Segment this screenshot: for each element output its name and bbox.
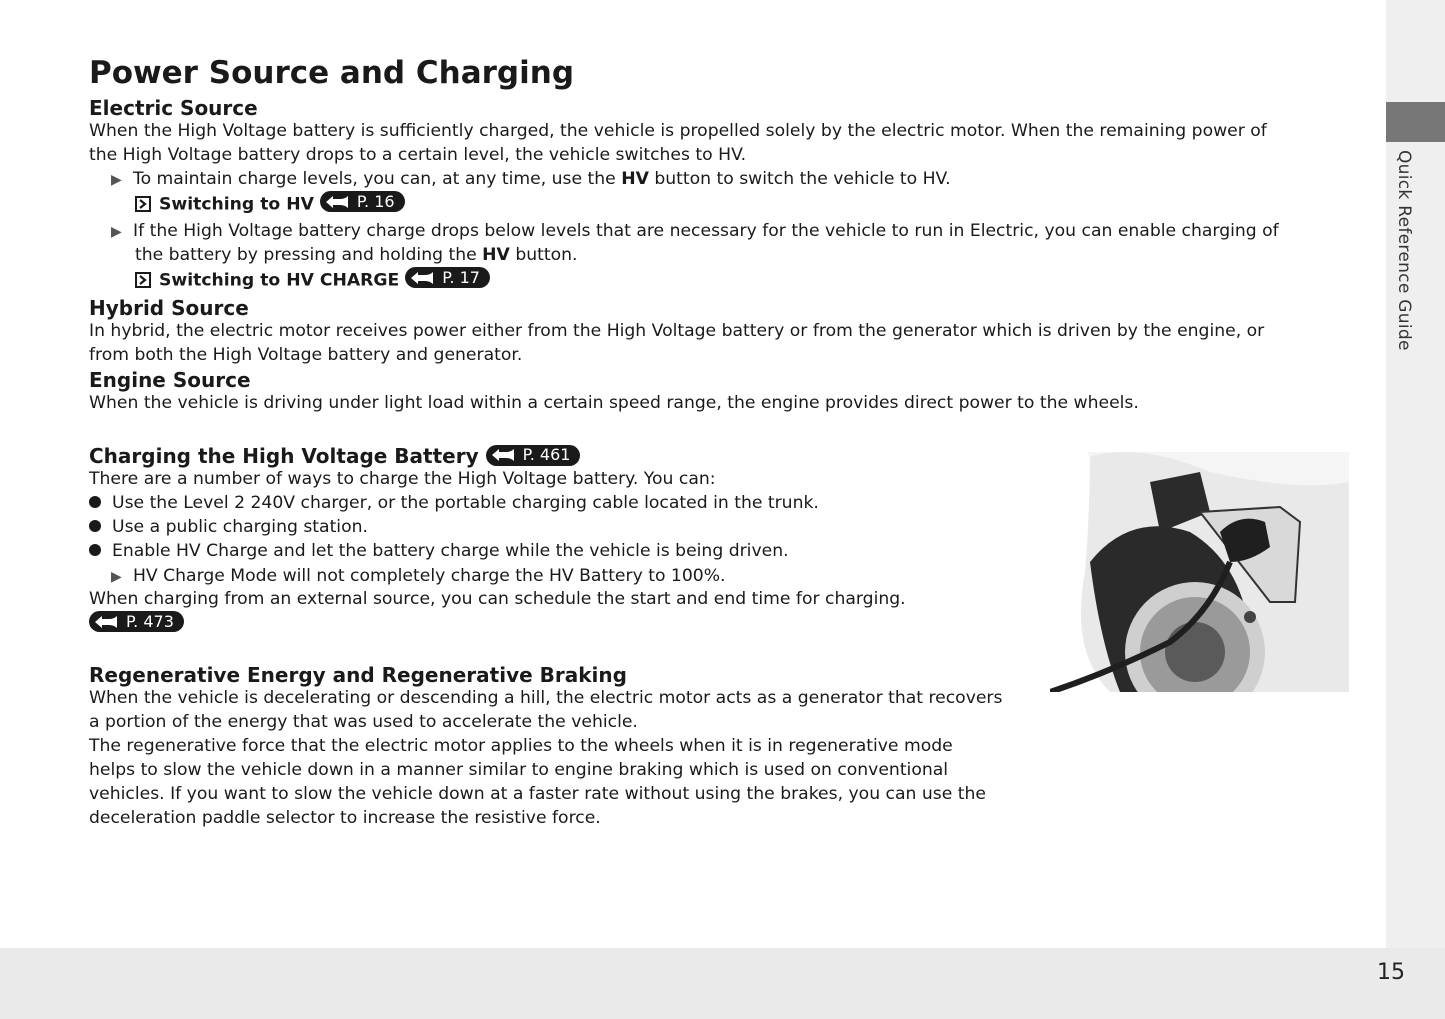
electric-source-heading: Electric Source [89,96,258,120]
page-ref-pill[interactable]: P. 473 [89,611,184,632]
page-pointer-icon [411,271,441,285]
charging-port-photo [1050,452,1349,692]
bullet-dot-icon [89,520,101,532]
hybrid-source-text-1: In hybrid, the electric motor receives power either from the High Voltage battery or from the generator which is driven by the engine, or [89,321,1265,341]
regen-text-5: vehicles. If you want to slow the vehicle down at a faster rate without using the brakes, you can use the [89,784,986,804]
regen-text-3: The regenerative force that the electric motor applies to the wheels when it is in regenerative mode [89,736,953,756]
page-ref-pill[interactable]: P. 16 [320,191,405,212]
side-index-tab[interactable] [1386,102,1445,142]
reference-arrow-icon [135,196,151,212]
engine-source-heading: Engine Source [89,368,251,392]
electric-note-2-cont: the battery by pressing and holding the HV button. [135,245,578,265]
page-ref-pill[interactable]: P. 461 [486,445,581,466]
regen-heading: Regenerative Energy and Regenerative Braking [89,663,627,687]
electric-note-2: ▶ If the High Voltage battery charge drops below levels that are necessary for the vehicle to run in Electric, you can enable charging of [111,219,1279,244]
hybrid-source-heading: Hybrid Source [89,296,249,320]
page-number: 15 [1377,960,1405,985]
regen-text-6: deceleration paddle selector to increase the resistive force. [89,808,601,828]
charging-intro: There are a number of ways to charge the High Voltage battery. You can: [89,469,716,489]
page-pointer-icon [492,448,522,462]
charging-bullet-1: Use the Level 2 240V charger, or the portable charging cable located in the trunk. [89,491,819,515]
reference-arrow-icon [135,272,151,288]
regen-text-4: helps to slow the vehicle down in a manner similar to engine braking which is used on conventional [89,760,949,780]
hybrid-source-text-2: from both the High Voltage battery and generator. [89,345,523,365]
page-pointer-icon [326,195,356,209]
ref-switching-to-hv-charge[interactable]: Switching to HV CHARGE P. 17 [135,267,490,293]
bullet-dot-icon [89,544,101,556]
charging-bullet-2: Use a public charging station. [89,515,368,539]
triangle-bullet-icon: ▶ [111,224,122,240]
engine-source-text: When the vehicle is driving under light load within a certain speed range, the engine provides direct power to the wheels. [89,393,1139,413]
bullet-dot-icon [89,496,101,508]
charging-heading: Charging the High Voltage Battery P. 461 [89,444,580,468]
triangle-bullet-icon: ▶ [111,172,122,188]
ref-switching-to-hv[interactable]: Switching to HV P. 16 [135,191,405,217]
page-ref-pill[interactable]: P. 17 [405,267,490,288]
side-index-label: Quick Reference Guide [1394,150,1414,351]
charging-subnote: ▶ HV Charge Mode will not completely charge the HV Battery to 100%. [111,564,726,589]
charging-schedule-text: When charging from an external source, you can schedule the start and end time for charging. [89,589,906,609]
page-footer [0,948,1445,1019]
charging-schedule-ref [89,611,184,637]
charging-bullet-3: Enable HV Charge and let the battery charge while the vehicle is being driven. [89,539,789,563]
page-title: Power Source and Charging [89,55,575,91]
electric-source-text-2: the High Voltage battery drops to a certain level, the vehicle switches to HV. [89,145,747,165]
triangle-bullet-icon: ▶ [111,569,122,585]
regen-text-1: When the vehicle is decelerating or descending a hill, the electric motor acts as a generator that recovers [89,688,1003,708]
electric-source-text-1: When the High Voltage battery is sufficiently charged, the vehicle is propelled solely by the electric motor. When the remaining power of [89,121,1267,141]
electric-note-1: ▶ To maintain charge levels, you can, at any time, use the HV button to switch the vehicle to HV. [111,167,951,192]
page-pointer-icon [95,615,125,629]
regen-text-2: a portion of the energy that was used to accelerate the vehicle. [89,712,638,732]
